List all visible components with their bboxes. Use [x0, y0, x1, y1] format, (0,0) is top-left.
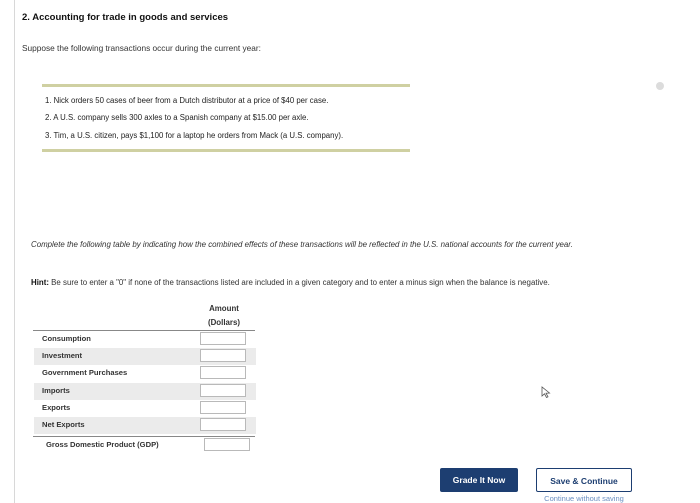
- hint-label: Hint:: [31, 278, 49, 287]
- transaction-3: 3. Tim, a U.S. citizen, pays $1,100 for a laptop he orders from Mack (a U.S. company).: [45, 131, 344, 140]
- table-row-gdp: [34, 437, 256, 454]
- table-row-investment: [34, 348, 256, 365]
- transactions-top-rule: [42, 84, 410, 87]
- consumption-input[interactable]: [200, 332, 246, 345]
- table-row-consumption: [34, 331, 256, 348]
- row-label-government-purchases: Government Purchases: [42, 368, 128, 377]
- gdp-input[interactable]: [204, 438, 250, 451]
- row-label-imports: Imports: [42, 386, 70, 395]
- save-and-continue-button[interactable]: Save & Continue: [536, 468, 632, 492]
- row-label-net-exports: Net Exports: [42, 420, 85, 429]
- government-purchases-input[interactable]: [200, 366, 246, 379]
- imports-input[interactable]: [200, 384, 246, 397]
- question-intro: Suppose the following transactions occur during the current year:: [22, 43, 261, 53]
- transaction-1: 1. Nick orders 50 cases of beer from a Dutch distributor at a price of $40 per case.: [45, 96, 329, 105]
- row-label-exports: Exports: [42, 403, 71, 412]
- table-row-net-exports: [34, 417, 256, 434]
- status-dot-icon: [656, 82, 664, 90]
- exports-input[interactable]: [200, 401, 246, 414]
- amount-column-header: [198, 302, 250, 330]
- row-label-consumption: Consumption: [42, 334, 91, 343]
- row-label-investment: Investment: [42, 351, 83, 360]
- hint: [31, 278, 671, 287]
- table-row-exports: [34, 400, 256, 417]
- transactions-bottom-rule: [42, 149, 410, 152]
- question-title: 2. Accounting for trade in goods and services: [22, 12, 229, 23]
- table-row-government-purchases: [34, 365, 256, 382]
- continue-without-saving-link[interactable]: Continue without saving: [544, 494, 624, 503]
- table-row-imports: [34, 383, 256, 400]
- hint-text: Be sure to enter a "0" if none of the transactions listed are included in a given category and to enter a minus sign when the balance is negative.: [51, 278, 550, 287]
- amount-header-unit: (Dollars): [207, 318, 240, 327]
- amount-header-label: Amount: [209, 304, 239, 313]
- mouse-pointer-icon: [541, 386, 551, 398]
- grade-it-now-button[interactable]: Grade It Now: [440, 468, 518, 492]
- row-label-gdp: Gross Domestic Product (GDP): [46, 440, 159, 449]
- net-exports-input[interactable]: [200, 418, 246, 431]
- table-instruction: Complete the following table by indicating how the combined effects of these transactions will be reflected in the U.S. national accounts for the current year.: [31, 240, 573, 249]
- investment-input[interactable]: [200, 349, 246, 362]
- transaction-2: 2. A U.S. company sells 300 axles to a Spanish company at $15.00 per axle.: [45, 113, 309, 122]
